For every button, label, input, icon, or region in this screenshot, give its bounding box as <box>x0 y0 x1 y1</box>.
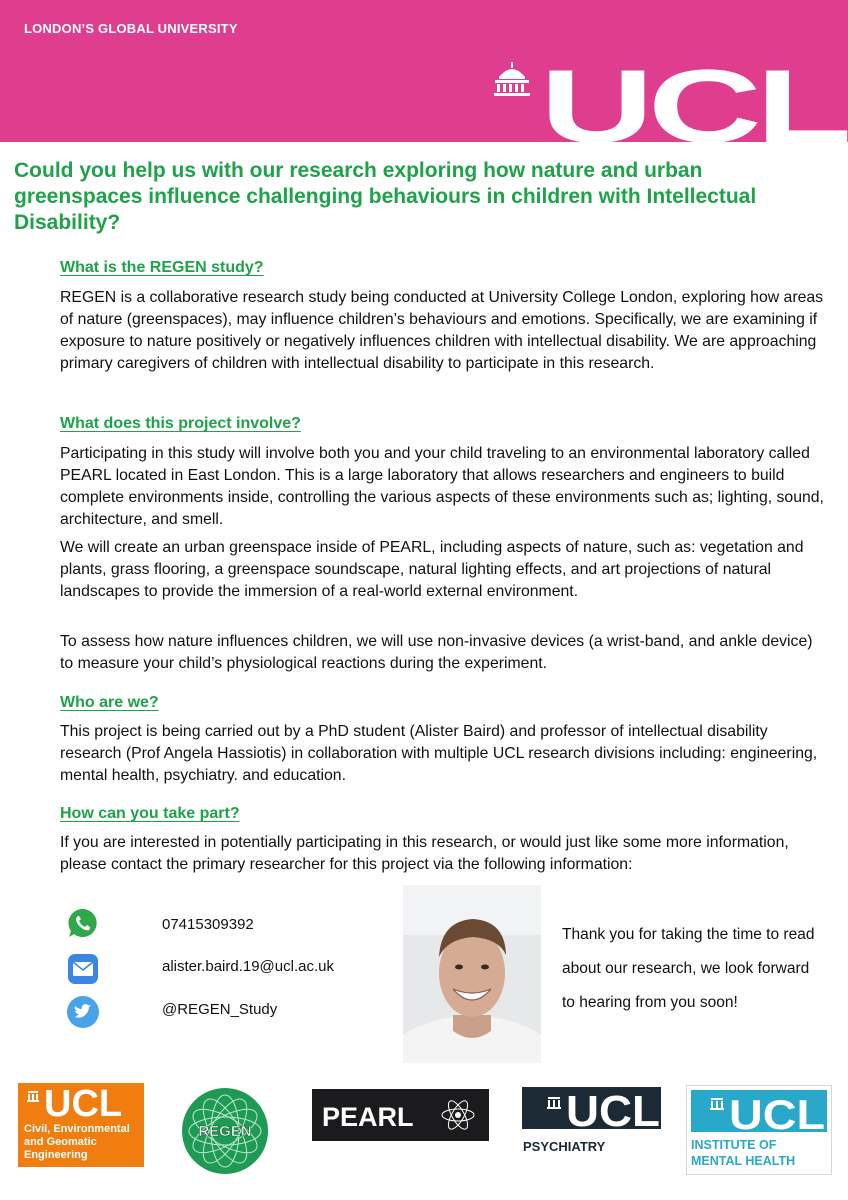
portico-icon <box>494 62 530 96</box>
portico-icon <box>547 1097 561 1109</box>
header-banner <box>0 0 848 146</box>
section-paragraph: REGEN is a collaborative research study being conducted at University College London, exploring how areas of nature (greenspaces), may influence children’s behaviours and emotions. Specifically, we are examining if exposure to nature positively or negatively influences children with intellectual disability. We are approaching primary caregivers of children with intellectual disability to participate in this research. <box>60 289 824 372</box>
contact-phone[interactable]: 07415309392 <box>162 916 254 933</box>
portico-icon <box>710 1098 724 1110</box>
svg-text:UCL: UCL <box>566 1087 660 1136</box>
regen-logo <box>172 1086 278 1176</box>
page-title: Could you help us with our research exploring how nature and urban greenspaces influence challenging behaviours in children with Intellectual Disability? <box>14 159 757 234</box>
svg-text:and Geomatic: and Geomatic <box>24 1136 97 1148</box>
pearl-logo <box>312 1089 489 1141</box>
section-heading-take-part: How can you take part? <box>60 805 240 822</box>
contact-twitter[interactable]: @REGEN_Study <box>162 1001 278 1018</box>
ucl-wordmark: UCL <box>540 60 848 146</box>
svg-text:REGEN: REGEN <box>198 1123 252 1140</box>
researcher-photo <box>403 885 541 1063</box>
mental-health-logo <box>686 1085 832 1175</box>
header-tagline: LONDON’S GLOBAL UNIVERSITY <box>24 21 238 36</box>
mail-icon <box>66 952 100 986</box>
twitter-icon <box>66 995 100 1029</box>
svg-text:INSTITUTE OF: INSTITUTE OF <box>691 1138 777 1152</box>
section-paragraph: If you are interested in potentially participating in this research, or would just like some more information, please contact the primary researcher for this project via the following information: <box>60 834 789 873</box>
psychiatry-logo <box>522 1087 661 1157</box>
section-paragraph: This project is being carried out by a PhD student (Alister Baird) and professor of intellectual disability research (Prof Angela Hassiotis) in collaboration with multiple UCL research divisions including: engineering, mental health, psychiatry. and education. <box>60 723 818 784</box>
whatsapp-icon <box>66 906 100 940</box>
ucl-logo <box>486 60 848 146</box>
contact-email[interactable]: alister.baird.19@ucl.ac.uk <box>162 958 334 975</box>
svg-text:MENTAL HEALTH: MENTAL HEALTH <box>691 1154 796 1168</box>
section-paragraph: To assess how nature influences children, we will use non-invasive devices (a wrist-band, and ankle device) to measure your child’s physiological reactions during the experiment. <box>60 633 813 672</box>
section-heading-involvement: What does this project involve? <box>60 415 301 432</box>
svg-text:PSYCHIATRY: PSYCHIATRY <box>523 1139 606 1154</box>
cege-logo <box>18 1083 144 1167</box>
section-heading-who: Who are we? <box>60 694 159 711</box>
svg-text:Engineering: Engineering <box>24 1149 88 1161</box>
portico-icon <box>27 1091 39 1102</box>
svg-text:UCL: UCL <box>44 1083 123 1125</box>
svg-text:PEARL: PEARL <box>322 1102 414 1132</box>
section-paragraph: Participating in this study will involve both you and your child traveling to an environmental laboratory called PEARL located in East London. This is a large laboratory that allows researchers and engineers to build complete environments inside, controlling the various aspects of these environments such as; lighting, sound, architecture, and smell. <box>60 445 824 528</box>
svg-text:Civil, Environmental: Civil, Environmental <box>24 1123 130 1135</box>
section-heading-regen: What is the REGEN study? <box>60 259 264 276</box>
section-paragraph: We will create an urban greenspace inside of PEARL, including aspects of nature, such as: vegetation and plants, grass flooring, a greenspace soundscape, natural lighting effects, and art projections of natural landscapes to provide the immersion of a real-world external environment. <box>60 539 804 600</box>
thank-you-message: Thank you for taking the time to read about our research, we look forward to hearing from you soon! <box>562 926 815 1011</box>
svg-text:UCL: UCL <box>729 1091 825 1132</box>
